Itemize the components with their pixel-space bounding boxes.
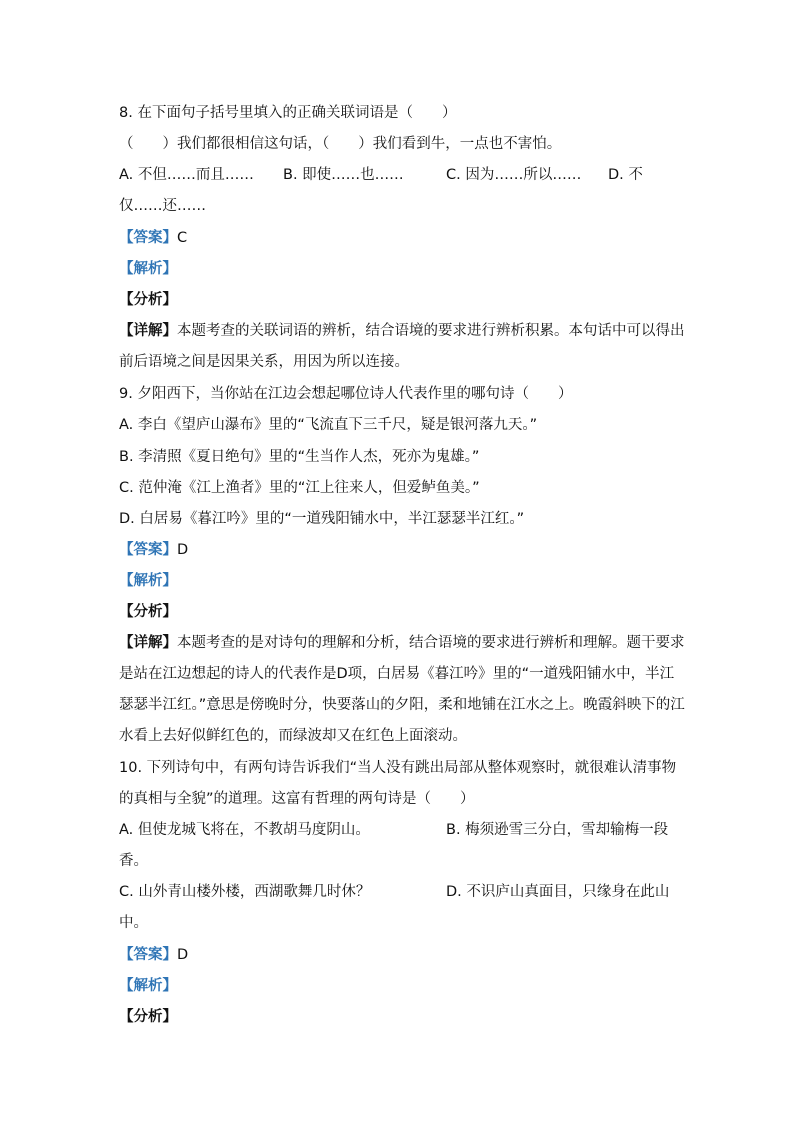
detail-text: 本题考查的是对诗句的理解和分析，结合语境的要求进行辨析和理解。题干要求 [177,635,685,651]
q10-analysis-line [119,976,177,996]
q10-option-d-continued: 中。 [119,915,148,931]
detail-text: 本题考查的关联词语的辨析，结合语境的要求进行辨析积累。本句话中可以得出 [177,323,685,339]
analysis-tag: 【解析】 [119,978,177,994]
q10-answer-line [119,945,188,965]
q9-stem: 9. 夕阳西下，当你站在江边会想起哪位诗人代表作里的哪句诗（ ） [119,386,573,402]
q8-detail-line-1 [119,321,685,341]
analysis-tag: 【解析】 [119,261,177,277]
answer-value: D [177,947,189,963]
q9-analysis-line [119,571,177,591]
q9-option-a: A. 李白《望庐山瀑布》里的“飞流直下三千尺，疑是银河落九天。” [119,417,538,433]
q9-detail-line-2: 是站在江边想起的诗人的代表作是D项，白居易《暮江吟》里的“一道残阳铺水中，半江 [119,666,675,682]
answer-value: D [177,542,189,558]
q10-option-a: A. 但使龙城飞将在，不教胡马度阴山。 [119,822,370,838]
q8-option-c: C. 因为……所以…… [446,167,582,183]
detail-tag: 【详解】 [119,323,177,339]
q8-detail-line-2: 前后语境之间是因果关系，用因为所以连接。 [119,354,409,370]
q10-option-d: D. 不识庐山真面目，只缘身在此山 [446,884,670,900]
q9-detail-line-3: 瑟瑟半江红。”意思是傍晚时分，快要落山的夕阳，柔和地铺在江水之上。晚霞斜映下的江 [119,697,685,713]
q10-fenxi-line: 【分析】 [119,1009,177,1025]
answer-value: C [177,230,188,246]
q10-stem-line-2: 的真相与全貌”的道理。这富有哲理的两句诗是（ ） [119,791,475,807]
q9-fenxi-line: 【分析】 [119,604,177,620]
q9-option-d: D. 白居易《暮江吟》里的“一道残阳铺水中，半江瑟瑟半江红。” [119,511,525,527]
q8-fenxi-line: 【分析】 [119,292,177,308]
q8-option-d: D. 不 [608,167,643,183]
q9-answer-line [119,540,188,560]
answer-tag: 【答案】 [119,542,177,558]
q10-option-c: C. 山外青山楼外楼，西湖歌舞几时休？ [119,884,371,900]
detail-tag: 【详解】 [119,635,177,651]
analysis-tag: 【解析】 [119,573,177,589]
q8-sentence: （ ）我们都很相信这句话，（ ）我们看到牛，一点也不害怕。 [119,136,562,152]
answer-tag: 【答案】 [119,230,177,246]
q8-option-a: A. 不但……而且…… [119,167,254,183]
q9-option-b: B. 李清照《夏日绝句》里的“生当作人杰，死亦为鬼雄。” [119,449,480,465]
q8-stem: 8. 在下面句子括号里填入的正确关联词语是（ ） [119,105,457,121]
q8-analysis-line [119,259,177,279]
q10-option-b: B. 梅须逊雪三分白，雪却输梅一段 [446,822,669,838]
q10-stem-line-1: 10. 下列诗句中，有两句诗告诉我们“当人没有跳出局部从整体观察时，就很难认清事物 [119,760,677,776]
q8-option-b: B. 即使……也…… [283,167,404,183]
answer-tag: 【答案】 [119,947,177,963]
q10-option-b-continued: 香。 [119,853,148,869]
q8-answer-line [119,228,187,248]
q9-option-c: C. 范仲淹《江上渔者》里的“江上往来人，但爱鲈鱼美。” [119,480,480,496]
q9-detail-line-1 [119,633,685,653]
q9-detail-line-4: 水看上去好似鲜红色的，而绿波却又在红色上面滚动。 [119,728,467,744]
q8-option-d-continued: 仅……还…… [119,198,206,214]
